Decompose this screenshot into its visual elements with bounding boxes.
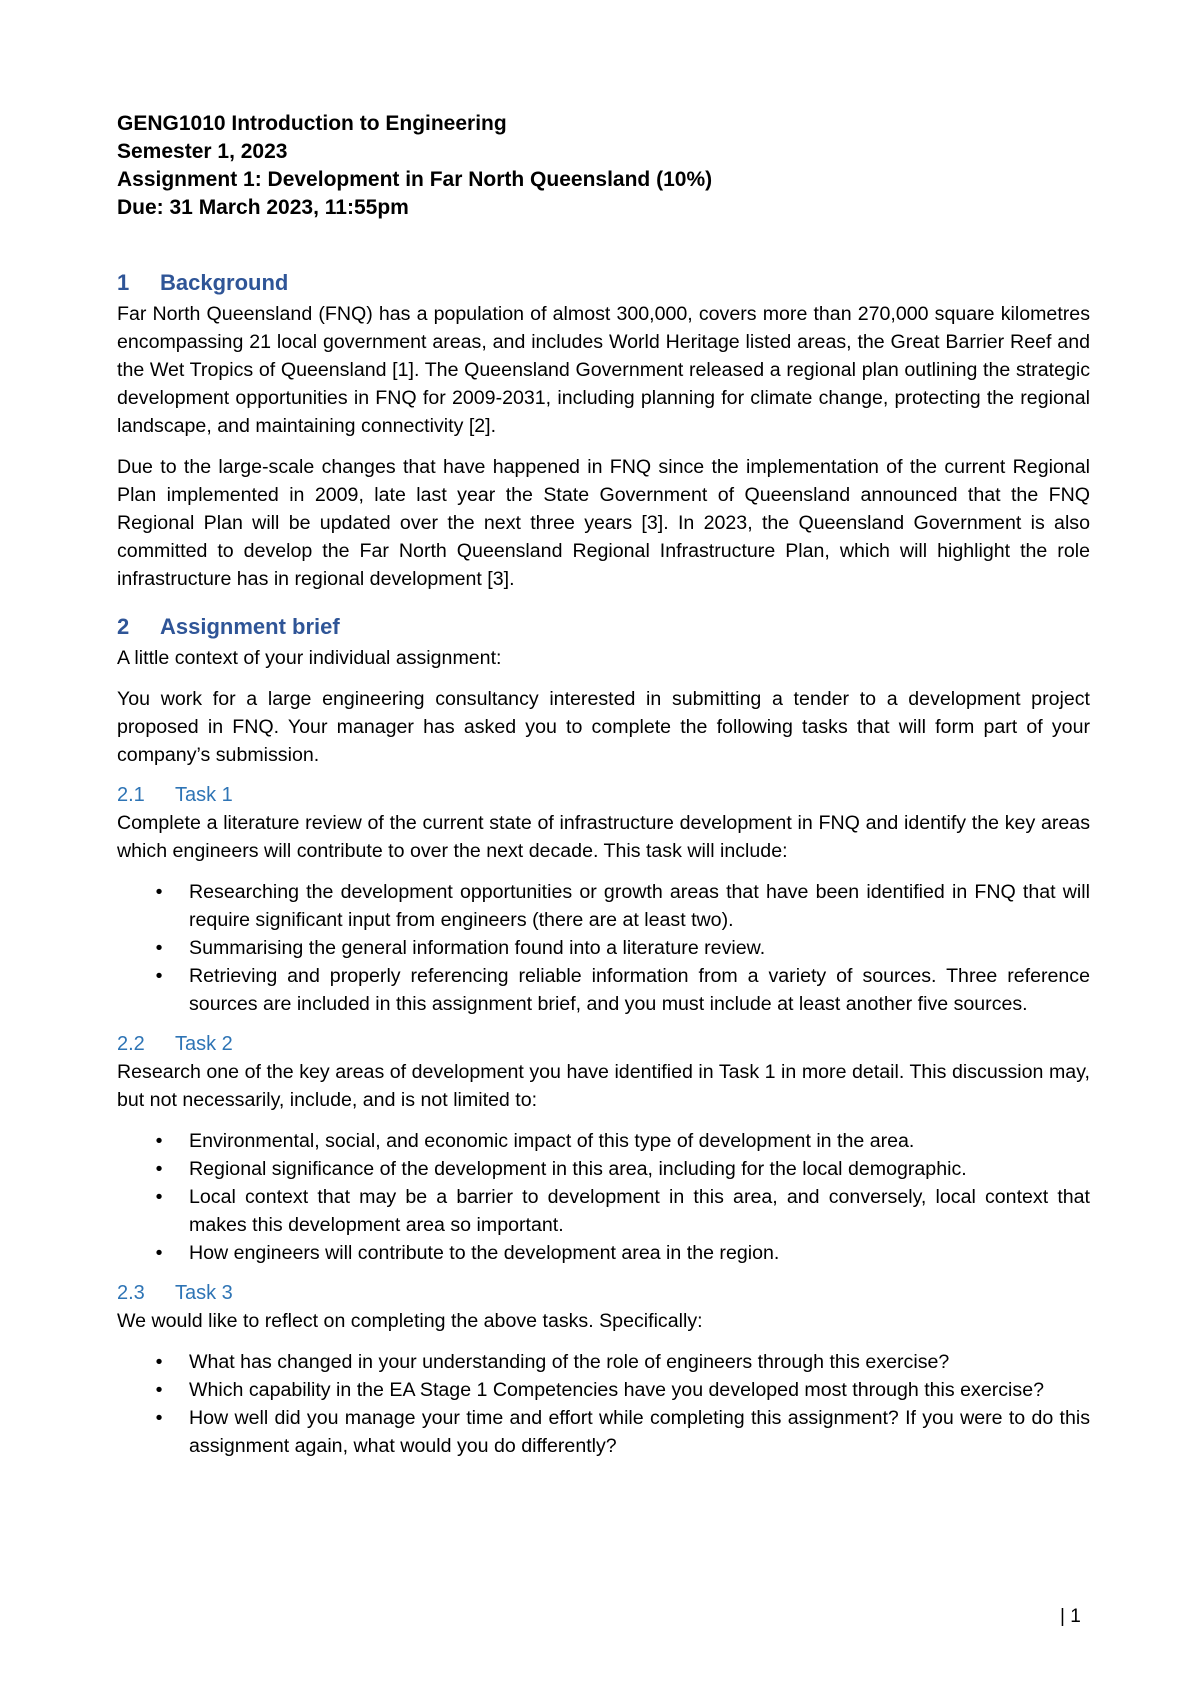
task-3-number: 2.3 <box>117 1282 145 1304</box>
background-paragraph-1: Far North Queensland (FNQ) has a population of almost 300,000, covers more than 270,000 square kilometres encompassing 21 local government areas, and includes World Heritage listed areas, the Great Barrier Reef and the Wet Tropics of Queensland [1]. The Queensland Government released a regional plan outlining the strategic development opportunities in FNQ for 2009-2031, including planning for climate change, protecting the regional landscape, and maintaining connectivity [2]. <box>117 303 1090 437</box>
list-item: • How engineers will contribute to the development area in the region. <box>117 1239 1090 1267</box>
list-item: • Regional significance of the development in this area, including for the local demographic. <box>117 1155 1090 1183</box>
bullet-icon: • <box>155 965 163 987</box>
list-item: • Environmental, social, and economic impact of this type of development in the area. <box>117 1127 1090 1155</box>
task-3-heading <box>117 1279 1090 1307</box>
task-3-title: Task 3 <box>175 1282 233 1304</box>
task-2-number: 2.2 <box>117 1033 145 1055</box>
section-1-heading <box>117 268 1090 298</box>
bullet-icon: • <box>155 1130 163 1152</box>
due-date: Due: 31 March 2023, 11:55pm <box>117 196 409 219</box>
list-item: • Researching the development opportunities or growth areas that have been identified in FNQ that will require significant input from engineers (there are at least two). <box>117 878 1090 934</box>
bullet-icon: • <box>155 1158 163 1180</box>
bullet-icon: • <box>155 1351 163 1373</box>
bullet-icon: • <box>155 1407 163 1429</box>
list-item: • Which capability in the EA Stage 1 Competencies have you developed most through this exercise? <box>117 1376 1090 1404</box>
task-1-intro: Complete a literature review of the current state of infrastructure development in FNQ and identify the key areas which engineers will contribute to over the next decade. This task will include: <box>117 812 1090 862</box>
bullet-icon: • <box>155 881 163 903</box>
brief-context: You work for a large engineering consultancy interested in submitting a tender to a development project proposed in FNQ. Your manager has asked you to complete the following tasks that will form part of your company’s submission. <box>117 688 1090 766</box>
section-1-number: 1 <box>117 270 130 295</box>
bullet-icon: • <box>155 1242 163 1264</box>
brief-intro: A little context of your individual assignment: <box>117 647 502 669</box>
assignment-title: Assignment 1: Development in Far North Queensland (10%) <box>117 168 713 191</box>
task-2-intro: Research one of the key areas of development you have identified in Task 1 in more detail. This discussion may, but not necessarily, include, and is not limited to: <box>117 1061 1090 1111</box>
section-1-title: Background <box>160 270 289 295</box>
task-3-intro: We would like to reflect on completing the above tasks. Specifically: <box>117 1310 703 1332</box>
document-content <box>117 110 1090 1460</box>
list-item: • How well did you manage your time and effort while completing this assignment? If you were to do this assignment again, what would you do differently? <box>117 1404 1090 1460</box>
semester-line: Semester 1, 2023 <box>117 140 288 163</box>
page-number: | 1 <box>1060 1606 1081 1627</box>
course-title: GENG1010 Introduction to Engineering <box>117 112 507 135</box>
list-item: • Local context that may be a barrier to development in this area, and conversely, local context that makes this development area so important. <box>117 1183 1090 1239</box>
bullet-icon: • <box>155 937 163 959</box>
list-item: • Retrieving and properly referencing reliable information from a variety of sources. Three reference sources are included in this assignment brief, and you must include at least another five sources. <box>117 962 1090 1018</box>
task-1-list <box>117 878 1090 1018</box>
bullet-icon: • <box>155 1379 163 1401</box>
task-3-list <box>117 1348 1090 1460</box>
section-2-title: Assignment brief <box>160 614 340 639</box>
task-2-title: Task 2 <box>175 1033 233 1055</box>
task-1-heading <box>117 781 1090 809</box>
bullet-icon: • <box>155 1186 163 1208</box>
task-2-list <box>117 1127 1090 1267</box>
task-1-number: 2.1 <box>117 784 145 806</box>
section-2-number: 2 <box>117 614 130 639</box>
task-2-heading <box>117 1030 1090 1058</box>
background-paragraph-2: Due to the large-scale changes that have happened in FNQ since the implementation of the current Regional Plan implemented in 2009, late last year the State Government of Queensland announced that the FNQ Regional Plan will be updated over the next three years [3]. In 2023, the Queensland Government is also committed to develop the Far North Queensland Regional Infrastructure Plan, which will highlight the role infrastructure has in regional development [3]. <box>117 456 1090 590</box>
document-header <box>117 110 1090 222</box>
section-2-heading <box>117 612 1090 642</box>
task-1-title: Task 1 <box>175 784 233 806</box>
list-item: • What has changed in your understanding of the role of engineers through this exercise? <box>117 1348 1090 1376</box>
list-item: • Summarising the general information found into a literature review. <box>117 934 1090 962</box>
